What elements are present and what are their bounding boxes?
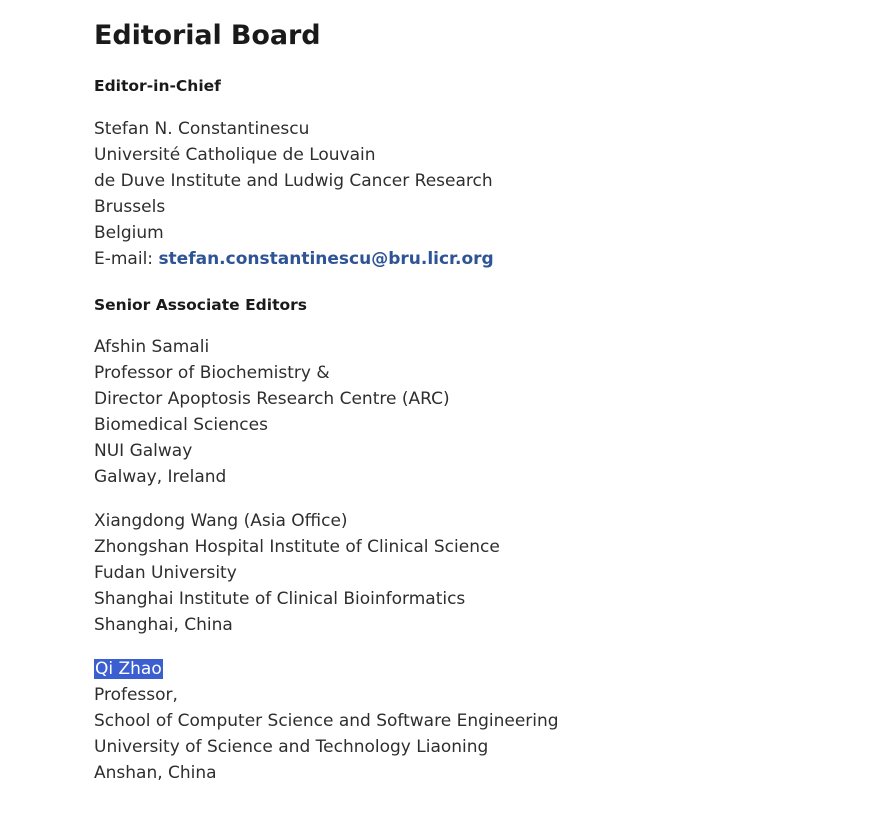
senior-editor-entry-samali — [94, 316, 873, 490]
entry-line: Shanghai Institute of Clinical Bioinformatics — [94, 589, 466, 610]
selected-text-qi-zhao[interactable]: Qi Zhao — [95, 659, 162, 680]
entry-line: Shanghai, China — [94, 615, 233, 636]
entry-line: Brussels — [94, 196, 166, 217]
section-heading-editor-in-chief: Editor-in-Chief — [94, 77, 221, 96]
entry-line: NUI Galway — [94, 441, 193, 462]
email-link[interactable]: stefan.constantinescu@bru.licr.org — [158, 248, 494, 269]
senior-editor-entry-wang — [94, 490, 873, 638]
entry-line: Afshin Samali — [94, 337, 210, 358]
entry-line: Anshan, China — [94, 763, 217, 784]
entry-line: Stefan N. Constantinescu — [94, 118, 310, 139]
entry-line: Biomedical Sciences — [94, 415, 268, 436]
entry-line: Université Catholique de Louvain — [94, 144, 376, 165]
entry-line: Zhongshan Hospital Institute of Clinical Science — [94, 537, 500, 558]
entry-line: Professor of Biochemistry & — [94, 363, 330, 384]
email-line — [94, 246, 873, 272]
page-title: Editorial Board — [94, 20, 321, 51]
entry-line: Professor, — [94, 685, 178, 706]
editor-in-chief-entry — [94, 98, 873, 272]
selected-text-line — [94, 656, 873, 682]
entry-line: Galway, Ireland — [94, 467, 227, 488]
entry-line: de Duve Institute and Ludwig Cancer Research — [94, 170, 493, 191]
senior-editor-entry-zhao — [94, 638, 873, 786]
entry-line: Fudan University — [94, 563, 237, 584]
entry-line: Director Apoptosis Research Centre (ARC) — [94, 389, 450, 410]
entry-line: University of Science and Technology Liaoning — [94, 737, 489, 758]
entry-line: School of Computer Science and Software Engineering — [94, 711, 559, 732]
email-label: E-mail: — [94, 248, 159, 269]
entry-line: Belgium — [94, 222, 164, 243]
entry-line: Xiangdong Wang (Asia Office) — [94, 511, 348, 532]
section-heading-senior-associate-editors: Senior Associate Editors — [94, 295, 308, 314]
